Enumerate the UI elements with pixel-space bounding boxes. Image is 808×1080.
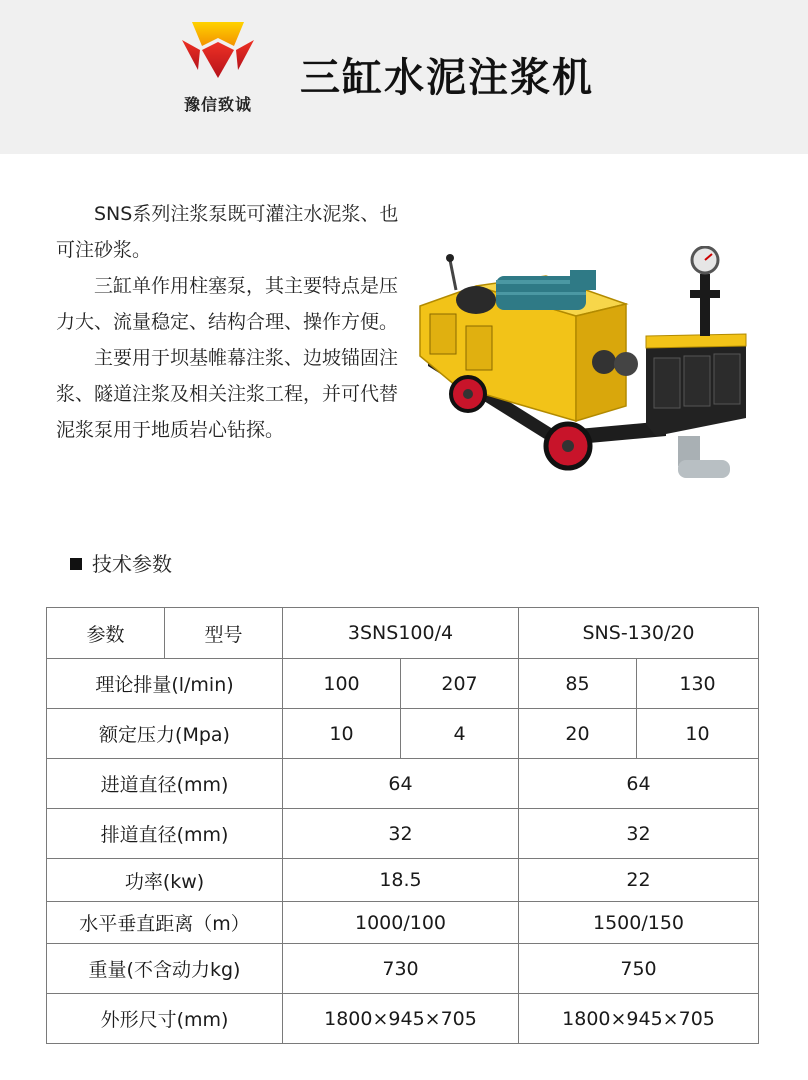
table-cell: 10 (283, 709, 401, 759)
table-row (47, 859, 759, 902)
grout-pump-illustration (416, 246, 756, 496)
table-row (47, 994, 759, 1044)
row-label: 理论排量(l/min) (47, 659, 283, 709)
table-cell: 750 (519, 944, 759, 994)
header-model: 型号 (165, 608, 283, 659)
intro-paragraph: 主要用于坝基帷幕注浆、边坡锚固注浆、隧道注浆及相关注浆工程，并可代替泥浆泵用于地质岩心钻探。 (56, 347, 399, 441)
page-title: 三缸水泥注浆机 (300, 55, 594, 101)
table-cell: 1800×945×705 (283, 994, 519, 1044)
table-cell: 32 (283, 809, 519, 859)
table-cell: 10 (637, 709, 759, 759)
table-header-row (47, 608, 759, 659)
logo-text: 豫信致诚 (183, 95, 252, 114)
table-row (47, 759, 759, 809)
row-label: 排道直径(mm) (47, 809, 283, 859)
table-cell: 64 (519, 759, 759, 809)
table-cell: 100 (283, 659, 401, 709)
table-cell: 1000/100 (283, 902, 519, 944)
row-label: 重量(不含动力kg) (47, 944, 283, 994)
table-cell: 64 (283, 759, 519, 809)
table-row (47, 659, 759, 709)
intro-paragraph: 三缸单作用柱塞泵，其主要特点是压力大、流量稳定、结构合理、操作方便。 (56, 275, 399, 333)
header-model-a: 3SNS100/4 (283, 608, 519, 659)
table-cell: 22 (519, 859, 759, 902)
row-label: 外形尺寸(mm) (47, 994, 283, 1044)
table-cell: 32 (519, 809, 759, 859)
table-cell: 730 (283, 944, 519, 994)
table-row (47, 902, 759, 944)
header-param: 参数 (47, 608, 165, 659)
table-cell: 1800×945×705 (519, 994, 759, 1044)
header-banner (0, 0, 808, 154)
table-cell: 4 (401, 709, 519, 759)
company-logo (168, 20, 268, 120)
table-row (47, 944, 759, 994)
table-cell: 85 (519, 659, 637, 709)
table-row (47, 809, 759, 859)
row-label: 额定压力(Mpa) (47, 709, 283, 759)
table-row (47, 709, 759, 759)
row-label: 水平垂直距离（m） (47, 902, 283, 944)
square-bullet-icon (70, 558, 82, 570)
section-title-specs (70, 548, 172, 577)
table-cell: 130 (637, 659, 759, 709)
intro-text (56, 196, 412, 448)
table-cell: 207 (401, 659, 519, 709)
spec-table (46, 607, 759, 1044)
row-label: 功率(kw) (47, 859, 283, 902)
logo-crown-icon (178, 20, 258, 88)
table-cell: 18.5 (283, 859, 519, 902)
table-cell: 20 (519, 709, 637, 759)
table-cell: 1500/150 (519, 902, 759, 944)
section-title-text: 技术参数 (92, 552, 172, 576)
row-label: 进道直径(mm) (47, 759, 283, 809)
header-model-b: SNS-130/20 (519, 608, 759, 659)
intro-paragraph: SNS系列注浆泵既可灌注水泥浆、也可注砂浆。 (56, 203, 399, 261)
product-image (416, 246, 756, 496)
